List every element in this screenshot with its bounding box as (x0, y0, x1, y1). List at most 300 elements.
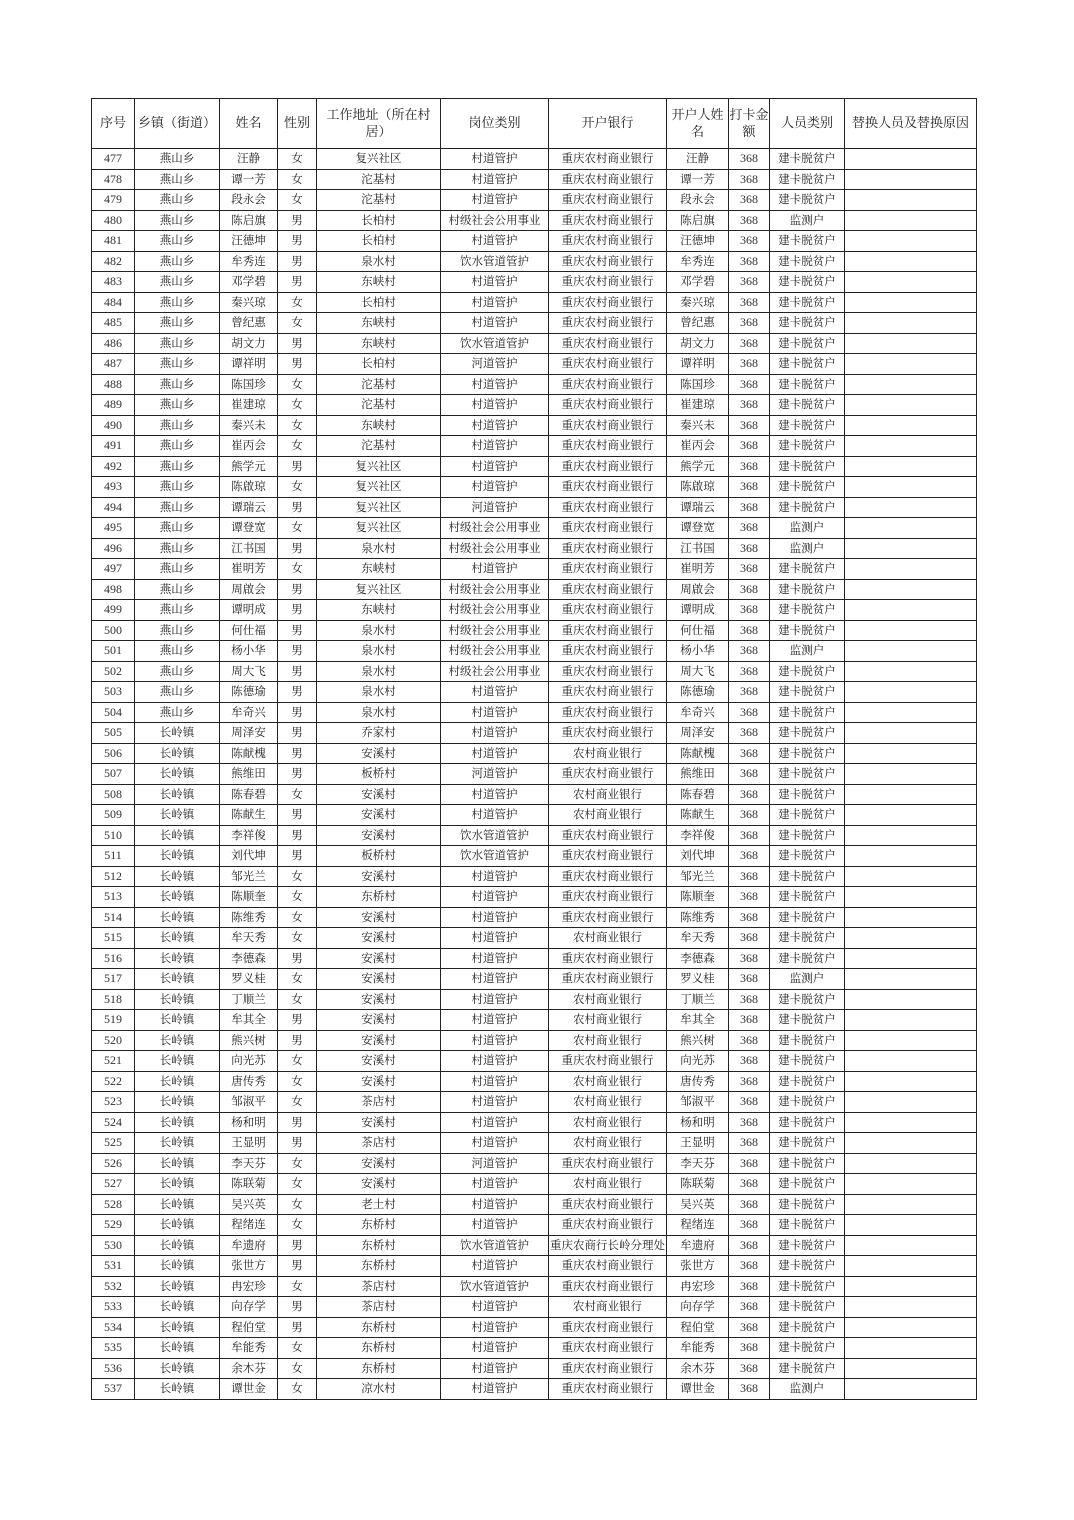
cell-account-holder: 向光苏 (667, 1051, 729, 1072)
cell-amount: 368 (729, 518, 770, 539)
cell-account-holder: 周啟会 (667, 579, 729, 600)
cell-post-type: 村道管护 (441, 395, 549, 416)
cell-replacement (845, 559, 977, 580)
cell-gender: 男 (278, 600, 317, 621)
cell-bank: 重庆农村商业银行 (549, 169, 667, 190)
cell-amount: 368 (729, 1071, 770, 1092)
cell-name: 刘代坤 (220, 846, 278, 867)
cell-index: 512 (92, 866, 135, 887)
cell-gender: 男 (278, 805, 317, 826)
header-index: 序号 (92, 99, 135, 149)
cell-person-category: 建卡脱贫户 (770, 825, 845, 846)
cell-person-category: 建卡脱贫户 (770, 805, 845, 826)
cell-work-address: 泉水村 (317, 661, 441, 682)
cell-person-category: 建卡脱贫户 (770, 333, 845, 354)
cell-name: 向存学 (220, 1297, 278, 1318)
cell-township: 长岭镇 (135, 784, 220, 805)
cell-amount: 368 (729, 1276, 770, 1297)
cell-amount: 368 (729, 251, 770, 272)
cell-amount: 368 (729, 641, 770, 662)
cell-post-type: 饮水管道管护 (441, 825, 549, 846)
cell-name: 陈维秀 (220, 907, 278, 928)
cell-account-holder: 曾纪惠 (667, 313, 729, 334)
cell-amount: 368 (729, 333, 770, 354)
cell-township: 长岭镇 (135, 1276, 220, 1297)
cell-replacement (845, 333, 977, 354)
table-row (92, 1379, 977, 1400)
cell-post-type: 村道管护 (441, 1030, 549, 1051)
table-row (92, 989, 977, 1010)
cell-amount: 368 (729, 600, 770, 621)
cell-township: 长岭镇 (135, 1194, 220, 1215)
cell-gender: 女 (278, 1276, 317, 1297)
cell-post-type: 饮水管道管护 (441, 333, 549, 354)
cell-work-address: 东桥村 (317, 1338, 441, 1359)
cell-person-category: 建卡脱贫户 (770, 661, 845, 682)
cell-post-type: 村级社会公用事业 (441, 518, 549, 539)
cell-replacement (845, 149, 977, 170)
cell-township: 燕山乡 (135, 169, 220, 190)
cell-replacement (845, 210, 977, 231)
cell-index: 506 (92, 743, 135, 764)
cell-township: 燕山乡 (135, 190, 220, 211)
cell-account-holder: 杨和明 (667, 1112, 729, 1133)
cell-person-category: 建卡脱贫户 (770, 948, 845, 969)
cell-replacement (845, 538, 977, 559)
cell-replacement (845, 1256, 977, 1277)
cell-person-category: 建卡脱贫户 (770, 1174, 845, 1195)
table-row (92, 723, 977, 744)
cell-index: 517 (92, 969, 135, 990)
cell-amount: 368 (729, 456, 770, 477)
cell-person-category: 建卡脱贫户 (770, 272, 845, 293)
cell-gender: 男 (278, 825, 317, 846)
cell-account-holder: 秦兴未 (667, 415, 729, 436)
cell-amount: 368 (729, 1112, 770, 1133)
cell-gender: 男 (278, 354, 317, 375)
cell-gender: 女 (278, 436, 317, 457)
cell-bank: 重庆农村商业银行 (549, 846, 667, 867)
cell-gender: 男 (278, 846, 317, 867)
cell-index: 528 (92, 1194, 135, 1215)
cell-bank: 重庆农村商业银行 (549, 231, 667, 252)
header-work-address: 工作地址（所在村居） (317, 99, 441, 149)
cell-index: 494 (92, 497, 135, 518)
cell-bank: 重庆农村商业银行 (549, 641, 667, 662)
cell-bank: 重庆农村商业银行 (549, 600, 667, 621)
table-row (92, 764, 977, 785)
cell-replacement (845, 1317, 977, 1338)
cell-township: 燕山乡 (135, 497, 220, 518)
cell-account-holder: 向存学 (667, 1297, 729, 1318)
cell-post-type: 村道管护 (441, 989, 549, 1010)
cell-township: 长岭镇 (135, 743, 220, 764)
cell-work-address: 安溪村 (317, 1071, 441, 1092)
cell-township: 燕山乡 (135, 682, 220, 703)
cell-post-type: 河道管护 (441, 764, 549, 785)
table-row (92, 784, 977, 805)
cell-bank: 重庆农商行长岭分理处 (549, 1235, 667, 1256)
cell-gender: 女 (278, 1194, 317, 1215)
cell-township: 燕山乡 (135, 600, 220, 621)
cell-person-category: 建卡脱贫户 (770, 1338, 845, 1359)
cell-amount: 368 (729, 497, 770, 518)
cell-person-category: 监测户 (770, 538, 845, 559)
cell-post-type: 村道管护 (441, 149, 549, 170)
cell-account-holder: 陈联菊 (667, 1174, 729, 1195)
cell-person-category: 建卡脱贫户 (770, 682, 845, 703)
cell-replacement (845, 1194, 977, 1215)
cell-township: 燕山乡 (135, 210, 220, 231)
cell-replacement (845, 579, 977, 600)
header-name: 姓名 (220, 99, 278, 149)
cell-index: 486 (92, 333, 135, 354)
cell-township: 燕山乡 (135, 620, 220, 641)
cell-work-address: 复兴社区 (317, 497, 441, 518)
cell-post-type: 村道管护 (441, 702, 549, 723)
cell-index: 497 (92, 559, 135, 580)
table-row (92, 559, 977, 580)
cell-bank: 重庆农村商业银行 (549, 538, 667, 559)
cell-bank: 重庆农村商业银行 (549, 395, 667, 416)
cell-township: 长岭镇 (135, 1379, 220, 1400)
table-row (92, 497, 977, 518)
cell-gender: 男 (278, 1010, 317, 1031)
cell-township: 燕山乡 (135, 661, 220, 682)
table-row (92, 620, 977, 641)
table-row (92, 907, 977, 928)
cell-replacement (845, 1030, 977, 1051)
cell-bank: 重庆农村商业银行 (549, 948, 667, 969)
cell-person-category: 建卡脱贫户 (770, 702, 845, 723)
table-row (92, 292, 977, 313)
cell-person-category: 建卡脱贫户 (770, 1112, 845, 1133)
cell-work-address: 板桥村 (317, 846, 441, 867)
cell-name: 熊学元 (220, 456, 278, 477)
cell-index: 535 (92, 1338, 135, 1359)
cell-name: 牟其全 (220, 1010, 278, 1031)
cell-person-category: 建卡脱贫户 (770, 149, 845, 170)
cell-name: 余木芬 (220, 1358, 278, 1379)
cell-person-category: 建卡脱贫户 (770, 620, 845, 641)
cell-work-address: 安溪村 (317, 989, 441, 1010)
cell-post-type: 村道管护 (441, 436, 549, 457)
cell-replacement (845, 887, 977, 908)
cell-person-category: 建卡脱贫户 (770, 887, 845, 908)
cell-name: 周泽安 (220, 723, 278, 744)
cell-name: 陈国珍 (220, 374, 278, 395)
cell-township: 长岭镇 (135, 1010, 220, 1031)
table-row (92, 1297, 977, 1318)
cell-name: 李祥俊 (220, 825, 278, 846)
cell-person-category: 建卡脱贫户 (770, 251, 845, 272)
cell-person-category: 监测户 (770, 518, 845, 539)
cell-amount: 368 (729, 620, 770, 641)
cell-index: 477 (92, 149, 135, 170)
cell-bank: 重庆农村商业银行 (549, 887, 667, 908)
cell-account-holder: 陈国珍 (667, 374, 729, 395)
cell-post-type: 饮水管道管护 (441, 251, 549, 272)
table-row (92, 415, 977, 436)
cell-person-category: 建卡脱贫户 (770, 1297, 845, 1318)
cell-account-holder: 邓学碧 (667, 272, 729, 293)
cell-bank: 农村商业银行 (549, 784, 667, 805)
cell-gender: 男 (278, 743, 317, 764)
cell-work-address: 复兴社区 (317, 149, 441, 170)
cell-amount: 368 (729, 415, 770, 436)
cell-index: 485 (92, 313, 135, 334)
cell-name: 熊维田 (220, 764, 278, 785)
table-row (92, 210, 977, 231)
cell-replacement (845, 374, 977, 395)
cell-name: 罗义桂 (220, 969, 278, 990)
cell-township: 燕山乡 (135, 579, 220, 600)
cell-bank: 重庆农村商业银行 (549, 210, 667, 231)
cell-replacement (845, 661, 977, 682)
cell-amount: 368 (729, 1051, 770, 1072)
cell-person-category: 建卡脱贫户 (770, 784, 845, 805)
cell-work-address: 复兴社区 (317, 456, 441, 477)
cell-amount: 368 (729, 661, 770, 682)
cell-account-holder: 陈维秀 (667, 907, 729, 928)
cell-bank: 重庆农村商业银行 (549, 1051, 667, 1072)
cell-account-holder: 程伯堂 (667, 1317, 729, 1338)
cell-township: 长岭镇 (135, 723, 220, 744)
cell-township: 长岭镇 (135, 1256, 220, 1277)
cell-township: 燕山乡 (135, 231, 220, 252)
cell-account-holder: 胡文力 (667, 333, 729, 354)
cell-post-type: 村道管护 (441, 477, 549, 498)
cell-name: 陈献槐 (220, 743, 278, 764)
cell-index: 531 (92, 1256, 135, 1277)
cell-post-type: 村道管护 (441, 1297, 549, 1318)
cell-replacement (845, 251, 977, 272)
cell-township: 长岭镇 (135, 1215, 220, 1236)
table-row (92, 190, 977, 211)
cell-township: 燕山乡 (135, 333, 220, 354)
cell-bank: 重庆农村商业银行 (549, 1358, 667, 1379)
cell-account-holder: 谭瑞云 (667, 497, 729, 518)
cell-account-holder: 崔明芳 (667, 559, 729, 580)
cell-work-address: 安溪村 (317, 948, 441, 969)
cell-gender: 女 (278, 559, 317, 580)
cell-gender: 女 (278, 1215, 317, 1236)
table-row (92, 456, 977, 477)
cell-person-category: 建卡脱贫户 (770, 1051, 845, 1072)
cell-replacement (845, 1092, 977, 1113)
table-row (92, 477, 977, 498)
cell-work-address: 安溪村 (317, 743, 441, 764)
header-bank: 开户银行 (549, 99, 667, 149)
cell-work-address: 安溪村 (317, 1051, 441, 1072)
cell-post-type: 饮水管道管护 (441, 1276, 549, 1297)
cell-person-category: 建卡脱贫户 (770, 395, 845, 416)
cell-person-category: 建卡脱贫户 (770, 231, 845, 252)
cell-amount: 368 (729, 723, 770, 744)
cell-name: 牟天秀 (220, 928, 278, 949)
cell-replacement (845, 805, 977, 826)
cell-work-address: 泉水村 (317, 620, 441, 641)
cell-name: 陈德瑜 (220, 682, 278, 703)
cell-post-type: 饮水管道管护 (441, 1235, 549, 1256)
table-row (92, 1235, 977, 1256)
cell-work-address: 安溪村 (317, 784, 441, 805)
cell-gender: 女 (278, 374, 317, 395)
table-body (92, 149, 977, 1400)
cell-bank: 重庆农村商业银行 (549, 579, 667, 600)
cell-account-holder: 江书国 (667, 538, 729, 559)
cell-post-type: 村道管护 (441, 1194, 549, 1215)
cell-amount: 368 (729, 1092, 770, 1113)
table-row (92, 948, 977, 969)
cell-name: 邓学碧 (220, 272, 278, 293)
table-row (92, 887, 977, 908)
cell-name: 何仕福 (220, 620, 278, 641)
cell-gender: 男 (278, 661, 317, 682)
cell-gender: 女 (278, 969, 317, 990)
table-row (92, 538, 977, 559)
cell-township: 长岭镇 (135, 1153, 220, 1174)
cell-person-category: 建卡脱贫户 (770, 497, 845, 518)
cell-amount: 368 (729, 1317, 770, 1338)
cell-bank: 农村商业银行 (549, 1112, 667, 1133)
cell-amount: 368 (729, 1133, 770, 1154)
cell-gender: 女 (278, 190, 317, 211)
cell-account-holder: 谭世金 (667, 1379, 729, 1400)
cell-name: 谭明成 (220, 600, 278, 621)
cell-work-address: 板桥村 (317, 764, 441, 785)
cell-name: 崔丙会 (220, 436, 278, 457)
table-row (92, 928, 977, 949)
cell-amount: 368 (729, 292, 770, 313)
cell-name: 张世方 (220, 1256, 278, 1277)
cell-name: 谭世金 (220, 1379, 278, 1400)
table-row (92, 1092, 977, 1113)
cell-work-address: 泉水村 (317, 538, 441, 559)
cell-index: 523 (92, 1092, 135, 1113)
cell-gender: 男 (278, 231, 317, 252)
cell-replacement (845, 1297, 977, 1318)
cell-township: 燕山乡 (135, 292, 220, 313)
cell-work-address: 茶店村 (317, 1276, 441, 1297)
header-person-category: 人员类别 (770, 99, 845, 149)
cell-name: 丁顺兰 (220, 989, 278, 1010)
cell-township: 长岭镇 (135, 1174, 220, 1195)
cell-work-address: 东峡村 (317, 272, 441, 293)
cell-bank: 重庆农村商业银行 (549, 149, 667, 170)
cell-index: 481 (92, 231, 135, 252)
table-row (92, 682, 977, 703)
cell-township: 燕山乡 (135, 538, 220, 559)
cell-gender: 男 (278, 333, 317, 354)
cell-post-type: 村道管护 (441, 866, 549, 887)
cell-replacement (845, 969, 977, 990)
cell-account-holder: 牟遗府 (667, 1235, 729, 1256)
cell-work-address: 安溪村 (317, 1010, 441, 1031)
cell-index: 508 (92, 784, 135, 805)
cell-index: 502 (92, 661, 135, 682)
cell-name: 牟能秀 (220, 1338, 278, 1359)
cell-township: 长岭镇 (135, 1030, 220, 1051)
cell-account-holder: 熊维田 (667, 764, 729, 785)
cell-work-address: 东桥村 (317, 1256, 441, 1277)
cell-bank: 重庆农村商业银行 (549, 702, 667, 723)
cell-work-address: 老土村 (317, 1194, 441, 1215)
table-row (92, 600, 977, 621)
cell-gender: 女 (278, 866, 317, 887)
cell-name: 秦兴未 (220, 415, 278, 436)
cell-index: 489 (92, 395, 135, 416)
cell-name: 熊兴树 (220, 1030, 278, 1051)
cell-name: 汪德坤 (220, 231, 278, 252)
cell-bank: 重庆农村商业银行 (549, 620, 667, 641)
cell-person-category: 建卡脱贫户 (770, 1092, 845, 1113)
cell-post-type: 村级社会公用事业 (441, 538, 549, 559)
cell-gender: 女 (278, 1174, 317, 1195)
cell-replacement (845, 231, 977, 252)
cell-township: 燕山乡 (135, 313, 220, 334)
cell-gender: 男 (278, 1030, 317, 1051)
cell-index: 513 (92, 887, 135, 908)
cell-account-holder: 邹光兰 (667, 866, 729, 887)
cell-index: 507 (92, 764, 135, 785)
cell-work-address: 安溪村 (317, 1153, 441, 1174)
cell-amount: 368 (729, 846, 770, 867)
cell-work-address: 泉水村 (317, 682, 441, 703)
cell-person-category: 建卡脱贫户 (770, 415, 845, 436)
cell-post-type: 村级社会公用事业 (441, 600, 549, 621)
cell-person-category: 建卡脱贫户 (770, 436, 845, 457)
header-account-holder: 开户人姓名 (667, 99, 729, 149)
cell-name: 李德森 (220, 948, 278, 969)
cell-replacement (845, 456, 977, 477)
cell-amount: 368 (729, 1215, 770, 1236)
cell-account-holder: 余木芬 (667, 1358, 729, 1379)
cell-replacement (845, 1338, 977, 1359)
cell-post-type: 村道管护 (441, 374, 549, 395)
cell-bank: 重庆农村商业银行 (549, 374, 667, 395)
cell-township: 燕山乡 (135, 456, 220, 477)
cell-replacement (845, 600, 977, 621)
cell-name: 王显明 (220, 1133, 278, 1154)
cell-work-address: 安溪村 (317, 907, 441, 928)
cell-work-address: 乔家村 (317, 723, 441, 744)
cell-index: 519 (92, 1010, 135, 1031)
cell-account-holder: 牟秀连 (667, 251, 729, 272)
cell-name: 吴兴英 (220, 1194, 278, 1215)
cell-township: 长岭镇 (135, 1071, 220, 1092)
cell-index: 504 (92, 702, 135, 723)
cell-gender: 男 (278, 579, 317, 600)
cell-account-holder: 刘代坤 (667, 846, 729, 867)
cell-person-category: 建卡脱贫户 (770, 989, 845, 1010)
cell-person-category: 建卡脱贫户 (770, 1133, 845, 1154)
cell-person-category: 建卡脱贫户 (770, 559, 845, 580)
cell-gender: 男 (278, 1133, 317, 1154)
cell-account-holder: 汪静 (667, 149, 729, 170)
cell-person-category: 建卡脱贫户 (770, 190, 845, 211)
cell-gender: 男 (278, 538, 317, 559)
table-row (92, 231, 977, 252)
table-row (92, 1338, 977, 1359)
table-row (92, 1276, 977, 1297)
cell-post-type: 河道管护 (441, 1153, 549, 1174)
cell-person-category: 监测户 (770, 210, 845, 231)
cell-township: 长岭镇 (135, 989, 220, 1010)
cell-replacement (845, 190, 977, 211)
table-row (92, 969, 977, 990)
cell-township: 长岭镇 (135, 948, 220, 969)
